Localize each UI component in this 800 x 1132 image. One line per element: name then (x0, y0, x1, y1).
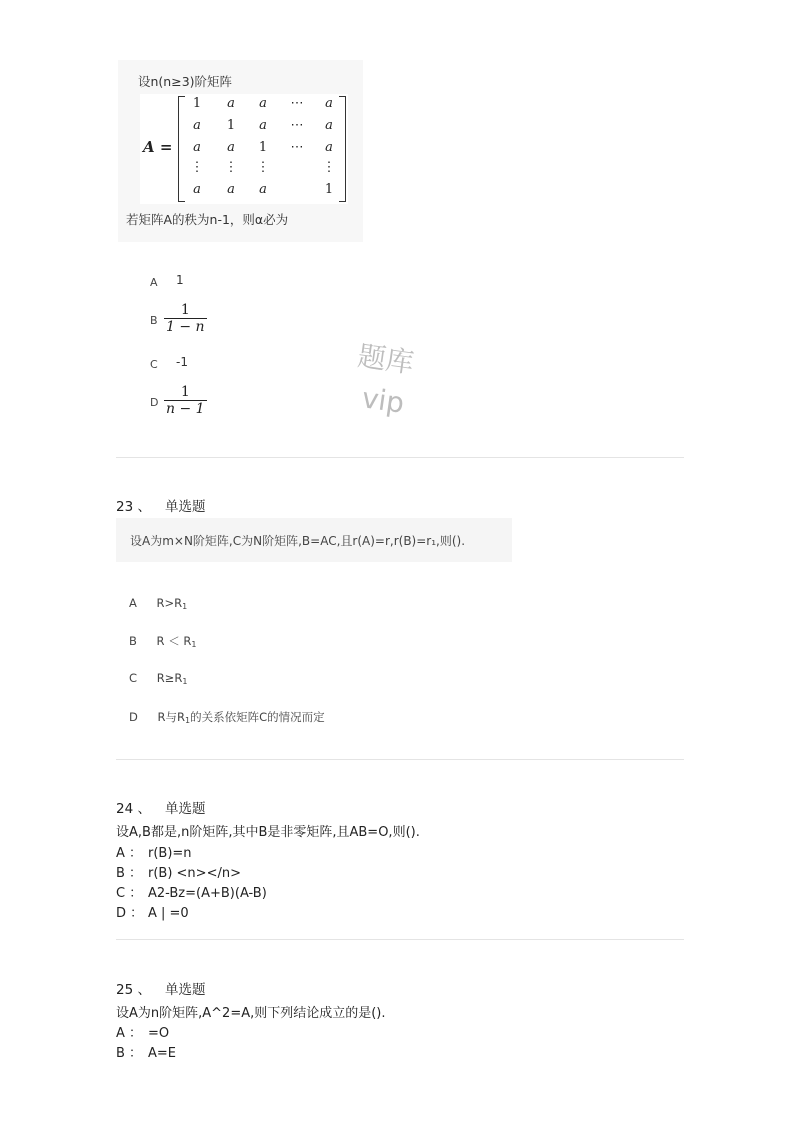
option-label: B ： (116, 866, 143, 881)
q22-option-a-text[interactable]: 1 (176, 273, 184, 287)
option-text: R>R (156, 596, 183, 610)
matrix-cell: a (259, 118, 267, 133)
q23-stem: 设A为m×N阶矩阵,C为N阶矩阵,B=AC,且r(A)=r,r(B)=r₁,则(). (130, 534, 466, 548)
divider (116, 457, 684, 458)
option-label: D ： (116, 906, 144, 921)
watermark-top: 题库 (355, 339, 416, 380)
option-text-tail: 的关系依矩阵C的情况而定 (190, 710, 325, 724)
option-subscript: 1 (185, 716, 191, 725)
matrix-cell: a (325, 118, 333, 133)
option-text: A | =0 (148, 906, 189, 921)
q25-option-a[interactable] (116, 1022, 169, 1041)
question-type: 单选题 (164, 499, 206, 515)
option-subscript: 1 (191, 640, 197, 649)
option-text: A=E (148, 1046, 176, 1061)
matrix-cell: ⋮ (190, 160, 204, 175)
option-label: A ： (116, 1026, 143, 1041)
watermark-bottom: vip (359, 381, 407, 420)
matrix-cell: a (193, 182, 201, 197)
option-letter: A (129, 596, 137, 610)
matrix-cell: a (259, 96, 267, 111)
question-type: 单选题 (164, 801, 206, 817)
matrix-cell: a (259, 182, 267, 197)
matrix-label: A = (143, 138, 173, 156)
matrix-cell: 1 (324, 182, 334, 197)
divider (116, 939, 684, 940)
q22-option-b-fraction[interactable] (164, 302, 207, 335)
option-letter: B (129, 634, 137, 648)
matrix-cell: a (325, 140, 333, 155)
q24-option-b[interactable] (116, 862, 241, 881)
q23-option-c[interactable] (129, 671, 187, 686)
matrix-cell: ⋯ (290, 96, 304, 111)
question-type: 单选题 (164, 982, 206, 998)
q22-option-d-letter[interactable]: D (150, 396, 159, 409)
matrix-cell: a (227, 140, 235, 155)
q22-matrix (140, 94, 348, 204)
fraction-denominator: n − 1 (166, 401, 205, 417)
option-label: C ： (116, 886, 143, 901)
fraction-denominator: 1 − n (166, 319, 205, 335)
q23-option-b[interactable] (129, 633, 196, 649)
option-text: A2-Bz=(A+B)(A-B) (148, 886, 267, 901)
q22-options-image (118, 252, 348, 438)
q24-header (116, 797, 205, 817)
q25-stem: 设A为n阶矩阵,A^2=A,则下列结论成立的是(). (116, 1006, 386, 1021)
matrix-cell: ⋮ (322, 160, 336, 175)
matrix-cell: a (325, 96, 333, 111)
q24-option-c[interactable] (116, 882, 267, 901)
matrix-cell: 1 (192, 96, 202, 111)
matrix-left-bracket (178, 96, 185, 202)
option-subscript: 1 (182, 677, 188, 686)
matrix-cell: ⋯ (290, 118, 304, 133)
q22-stem-image (118, 60, 363, 242)
option-label: B ： (116, 1046, 143, 1061)
option-text: R ＜ R (156, 634, 192, 648)
q24-option-a[interactable] (116, 842, 192, 861)
fraction-numerator: 1 (180, 302, 190, 318)
matrix-cell: 1 (226, 118, 236, 133)
q22-intro: 设n(n≥3)阶矩阵 (138, 74, 233, 89)
q24-stem: 设A,B都是,n阶矩阵,其中B是非零矩阵,且AB=O,则(). (116, 825, 420, 840)
q25-option-b[interactable] (116, 1042, 176, 1061)
matrix-cell: 1 (258, 140, 268, 155)
option-subscript: 1 (182, 602, 188, 611)
question-number: 25 、 (116, 982, 151, 998)
matrix-cell: ⋮ (256, 160, 270, 175)
option-letter: C (129, 671, 138, 685)
option-label: A ： (116, 846, 143, 861)
option-text: r(B)=n (148, 846, 192, 861)
matrix-cell: ⋯ (290, 140, 304, 155)
q22-option-c-letter[interactable]: C (150, 358, 158, 371)
question-number: 23 、 (116, 499, 151, 515)
q22-option-a-letter[interactable]: A (150, 276, 158, 289)
option-text: =O (148, 1026, 170, 1041)
q22-outro: 若矩阵A的秩为n-1，则α必为 (126, 212, 289, 227)
option-text: r(B) <n></n> (148, 866, 241, 881)
q23-option-a[interactable] (129, 596, 187, 611)
q22-option-d-fraction[interactable] (164, 384, 207, 417)
q23-header (116, 495, 205, 515)
matrix-cell: a (227, 182, 235, 197)
option-text: R与R (157, 710, 185, 724)
q22-option-c-text[interactable]: -1 (176, 355, 188, 369)
divider (116, 759, 684, 760)
q23-option-d[interactable] (129, 709, 325, 725)
q22-option-b-letter[interactable]: B (150, 314, 158, 327)
matrix-cell: ⋮ (224, 160, 238, 175)
matrix-cell: a (193, 118, 201, 133)
question-number: 24 、 (116, 801, 151, 817)
option-letter: D (129, 710, 138, 724)
matrix-cell: a (193, 140, 201, 155)
fraction-numerator: 1 (180, 384, 190, 400)
matrix-right-bracket (339, 96, 346, 202)
q24-option-d[interactable] (116, 902, 189, 921)
matrix-cell: a (227, 96, 235, 111)
q25-header (116, 978, 205, 998)
option-text: R≥R (156, 671, 183, 685)
